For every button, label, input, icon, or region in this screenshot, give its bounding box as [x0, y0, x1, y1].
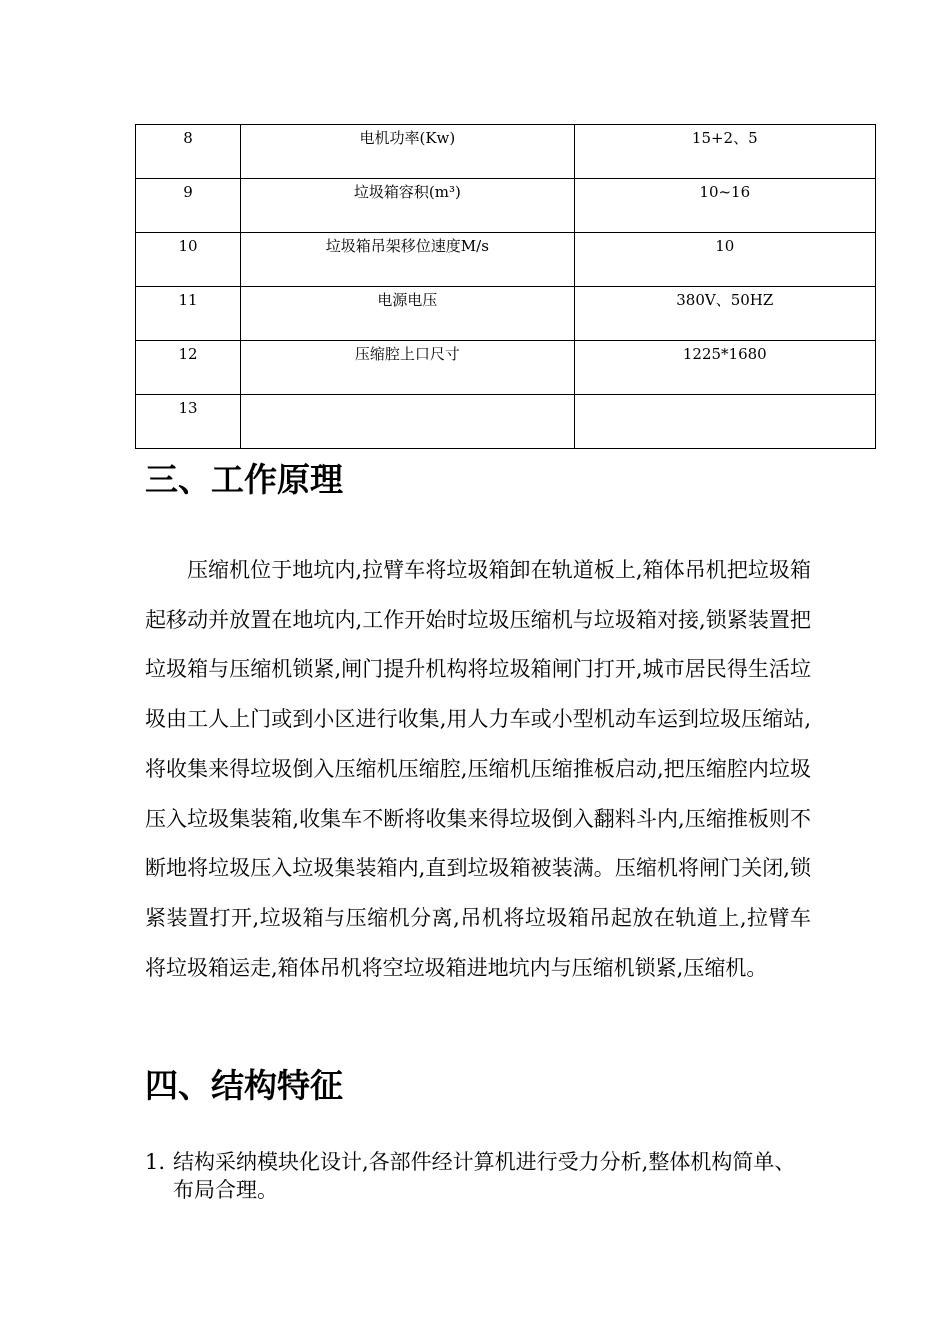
- table-row: [136, 233, 876, 287]
- list-item: [145, 1148, 811, 1204]
- parameter-name-cell: [241, 395, 574, 449]
- spec-table: [135, 124, 876, 449]
- parameter-name-cell: 电源电压: [241, 287, 574, 341]
- section-heading-structural-features: 四、结构特征: [145, 1066, 343, 1105]
- row-number-cell: 12: [136, 341, 241, 395]
- parameter-name-cell: 电机功率(Kw): [241, 125, 574, 179]
- row-number-cell: 10: [136, 233, 241, 287]
- list-item-text: 结构采纳模块化设计,各部件经计算机进行受力分析,整体机构简单、布局合理。: [173, 1150, 796, 1202]
- table-row: [136, 395, 876, 449]
- parameter-value-cell: 10~16: [574, 179, 875, 233]
- table-row: [136, 179, 876, 233]
- parameter-value-cell: 1225*1680: [574, 341, 875, 395]
- row-number-cell: 11: [136, 287, 241, 341]
- section-heading-working-principle: 三、工作原理: [145, 460, 343, 499]
- row-number-cell: 8: [136, 125, 241, 179]
- parameter-value-cell: 380V、50HZ: [574, 287, 875, 341]
- parameter-value-cell: 10: [574, 233, 875, 287]
- list-item-number: 1.: [145, 1150, 166, 1174]
- row-number-cell: 13: [136, 395, 241, 449]
- table-row: [136, 341, 876, 395]
- parameter-value-cell: 15+2、5: [574, 125, 875, 179]
- row-number-cell: 9: [136, 179, 241, 233]
- parameter-value-cell: [574, 395, 875, 449]
- table-row: [136, 125, 876, 179]
- table-row: [136, 287, 876, 341]
- parameter-name-cell: 垃圾箱吊架移位速度M/s: [241, 233, 574, 287]
- parameter-name-cell: 压缩腔上口尺寸: [241, 341, 574, 395]
- parameter-name-cell: 垃圾箱容积(m³): [241, 179, 574, 233]
- working-principle-paragraph: 压缩机位于地坑内,拉臂车将垃圾箱卸在轨道板上,箱体吊机把垃圾箱起移动并放置在地坑内,工作开始时垃圾压缩机与垃圾箱对接,锁紧装置把垃圾箱与压缩机锁紧,闸门提升机构将垃圾箱闸门打开,城市居民得生活垃圾由工人上门或到小区进行收集,用人力车或小型机动车运到垃圾压缩站,将收集来得垃圾倒入压缩机压缩腔,压缩机压缩推板启动,把压缩腔内垃圾压入垃圾集装箱,收集车不断将收集来得垃圾倒入翻料斗内,压缩推板则不断地将垃圾压入垃圾集装箱内,直到垃圾箱被装满。压缩机将闸门关闭,锁紧装置打开,垃圾箱与压缩机分离,吊机将垃圾箱吊起放在轨道上,拉臂车将垃圾箱运走,箱体吊机将空垃圾箱进地坑内与压缩机锁紧,压缩机。: [145, 558, 811, 980]
